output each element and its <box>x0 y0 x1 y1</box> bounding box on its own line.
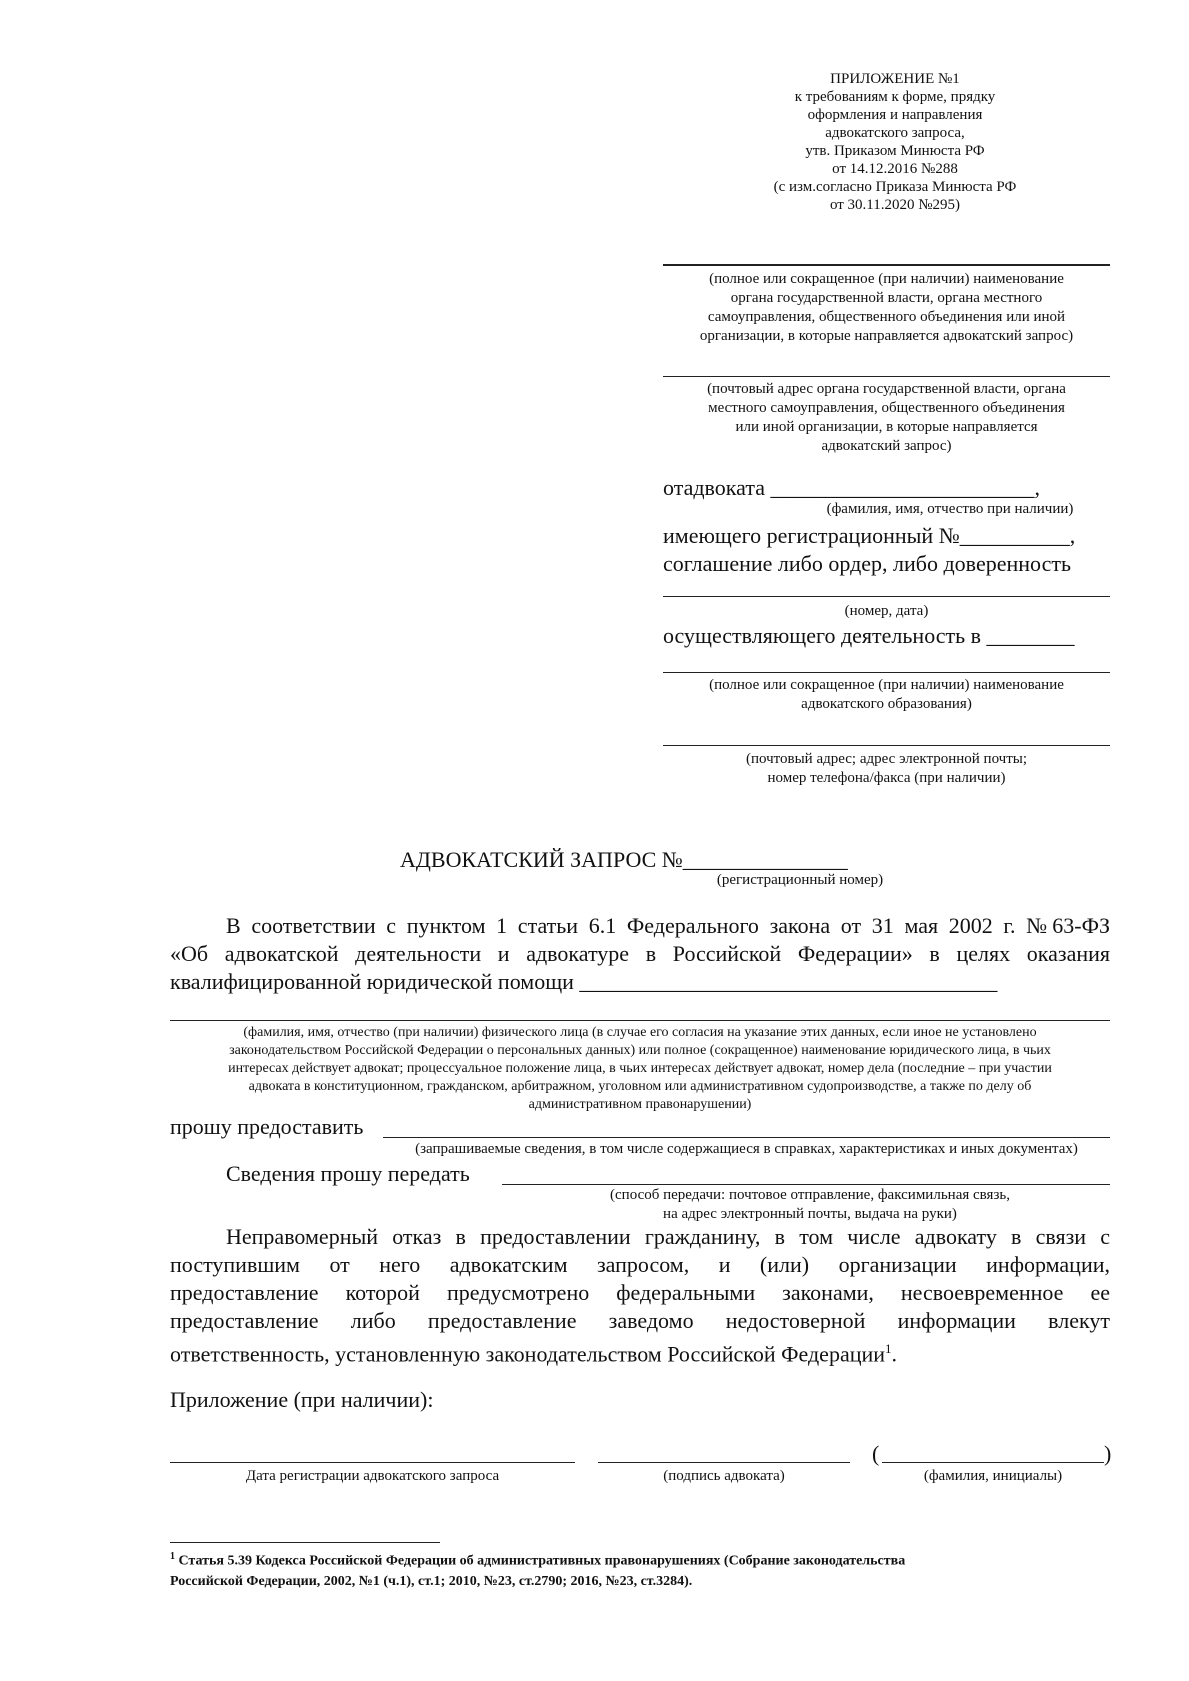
caption-line: законодательством Российской Федерации о персональных данных) или полное (сокращенное) наименование юридического лица, в чьих <box>229 1043 1051 1058</box>
intro-line-2: «Об адвокатской деятельности и адвокатуре в Российской Федерации» в целях оказания <box>170 941 1110 966</box>
request-caption: (запрашиваемые сведения, в том числе содержащиеся в справках, характеристиках и иных документах) <box>415 1141 1078 1157</box>
caption-line: или иной организации, в которые направляется <box>735 419 1038 435</box>
name-caption: (фамилия, инициалы) <box>923 1468 1063 1484</box>
footnote-mark: 1 <box>170 1551 175 1562</box>
lawyer-org-line[interactable] <box>663 672 1110 673</box>
appendix-line: ПРИЛОЖЕНИЕ №1 <box>830 71 960 87</box>
footnote <box>170 1547 1110 1592</box>
date-caption: Дата регистрации адвокатского запроса <box>245 1468 500 1484</box>
appendix-header <box>740 70 1050 214</box>
caption-line: адвокатского образования) <box>801 696 972 712</box>
caption-line: административном правонарушении) <box>528 1097 752 1112</box>
appendix-line: от 30.11.2020 №295) <box>829 197 961 213</box>
footnote-text: Статья 5.39 Кодекса Российской Федерации об административных правонарушениях (Собрание законодательства <box>178 1553 906 1569</box>
signature-line[interactable] <box>598 1462 850 1463</box>
caption-line: (почтовый адрес; адрес электронной почты; <box>745 751 1028 767</box>
appendix-line: утв. Приказом Минюста РФ <box>805 143 985 159</box>
transfer-line[interactable] <box>502 1184 1110 1185</box>
lawyer-agreement-line: соглашение либо ордер, либо доверенность <box>663 551 1071 576</box>
lawyer-from-line[interactable]: отадвоката ________________________, <box>663 475 1040 500</box>
footnote-reference[interactable]: 1 <box>885 1341 892 1356</box>
caption-line: адвоката в конституционном, гражданском, арбитражном, уголовном или административном судопроизводстве, а также по делу об <box>248 1079 1032 1094</box>
intro-line-1: В соответствии с пунктом 1 статьи 6.1 Федерального закона от 31 мая 2002 г. №63-ФЗ <box>226 913 1110 938</box>
lawyer-reg-line[interactable]: имеющего регистрационный №__________, <box>663 523 1076 548</box>
lawyer-contact-caption <box>663 750 1110 788</box>
transfer-label: Сведения прошу передать <box>226 1161 470 1186</box>
footnote-line-2: Российской Федерации, 2002, №1 (ч.1), ст.1; 2010, №23, ст.2790; 2016, №23, ст.3284). <box>170 1573 693 1589</box>
caption-line: адвокатский запрос) <box>821 438 952 454</box>
lawyer-activity-line[interactable]: осуществляющего деятельность в ________ <box>663 623 1075 648</box>
intro-line-3[interactable]: квалифицированной юридической помощи ______________________________________ <box>170 969 998 994</box>
period: . <box>891 1341 898 1367</box>
caption-line: органа государственной власти, органа местного <box>730 290 1043 306</box>
warning-last-text: ответственность, установленную законодательством Российской Федерации <box>170 1341 886 1367</box>
person-caption <box>170 1024 1110 1114</box>
caption-line: интересах действует адвокат; процессуальное положение лица, в чьих интересах действует адвокат, номер дела (последние – при участии <box>228 1061 1052 1076</box>
name-line[interactable] <box>882 1462 1104 1463</box>
lawyer-from-caption: (фамилия, имя, отчество при наличии) <box>826 501 1074 517</box>
transfer-caption <box>560 1186 1060 1224</box>
title-caption: (регистрационный номер) <box>716 872 884 888</box>
footnote-separator <box>170 1542 440 1543</box>
recipient-name-line[interactable] <box>663 264 1110 266</box>
warning-line-3: предоставление которой предусмотрено федеральными законами, несвоевременное ее <box>170 1280 1110 1305</box>
caption-line: (полное или сокращенное (при наличии) наименование <box>709 677 1064 693</box>
request-label: прошу предоставить <box>170 1114 364 1139</box>
warning-line-1: Неправомерный отказ в предоставлении гражданину, в том числе адвокату в связи с <box>226 1224 1110 1249</box>
name-close-paren: ) <box>1104 1441 1112 1466</box>
appendix-line: к требованиям к форме, прядку <box>794 89 996 105</box>
caption-line: на адрес электронный почты, выдача на руки) <box>663 1206 957 1222</box>
person-line[interactable] <box>170 1020 1110 1021</box>
warning-line-5 <box>170 1335 897 1368</box>
document-title[interactable]: АДВОКАТСКИЙ ЗАПРОС №_______________ <box>400 847 848 872</box>
date-line[interactable] <box>170 1462 575 1463</box>
agreement-number-caption: (номер, дата) <box>844 603 929 619</box>
lawyer-contact-line[interactable] <box>663 745 1110 746</box>
recipient-address-caption <box>663 380 1110 456</box>
caption-line: (фамилия, имя, отчество (при наличии) физического лица (в случае его согласия на указание этих данных, если иное не установлено <box>243 1025 1037 1040</box>
appendix-line: от 14.12.2016 №288 <box>832 161 958 177</box>
lawyer-org-caption <box>663 676 1110 714</box>
caption-line: самоуправления, общественного объединения или иной <box>707 309 1066 325</box>
agreement-number-line[interactable] <box>663 596 1110 597</box>
recipient-name-caption <box>663 270 1110 346</box>
warning-line-4: предоставление либо предоставление заведомо недостоверной информации влекут <box>170 1308 1110 1333</box>
footnote-line-1 <box>170 1547 1110 1572</box>
appendix-line: оформления и направления <box>807 107 983 123</box>
caption-line: номер телефона/факса (при наличии) <box>767 770 1006 786</box>
name-open-paren: ( <box>872 1441 880 1466</box>
caption-line: организации, в которые направляется адвокатский запрос) <box>699 328 1074 344</box>
appendix-line: (с изм.согласно Приказа Минюста РФ <box>773 179 1017 195</box>
attachments-label: Приложение (при наличии): <box>170 1387 434 1412</box>
signature-caption: (подпись адвоката) <box>663 1468 785 1484</box>
caption-line: (способ передачи: почтовое отправление, факсимильная связь, <box>610 1187 1010 1203</box>
caption-line: местного самоуправления, общественного объединения <box>708 400 1065 416</box>
appendix-line: адвокатского запроса, <box>825 125 965 141</box>
recipient-address-line[interactable] <box>663 376 1110 377</box>
request-line[interactable] <box>383 1137 1110 1138</box>
caption-line: (полное или сокращенное (при наличии) наименование <box>709 271 1064 287</box>
warning-line-2: поступившим от него адвокатским запросом, и (или) организации информации, <box>170 1252 1110 1277</box>
caption-line: (почтовый адрес органа государственной власти, органа <box>707 381 1066 397</box>
